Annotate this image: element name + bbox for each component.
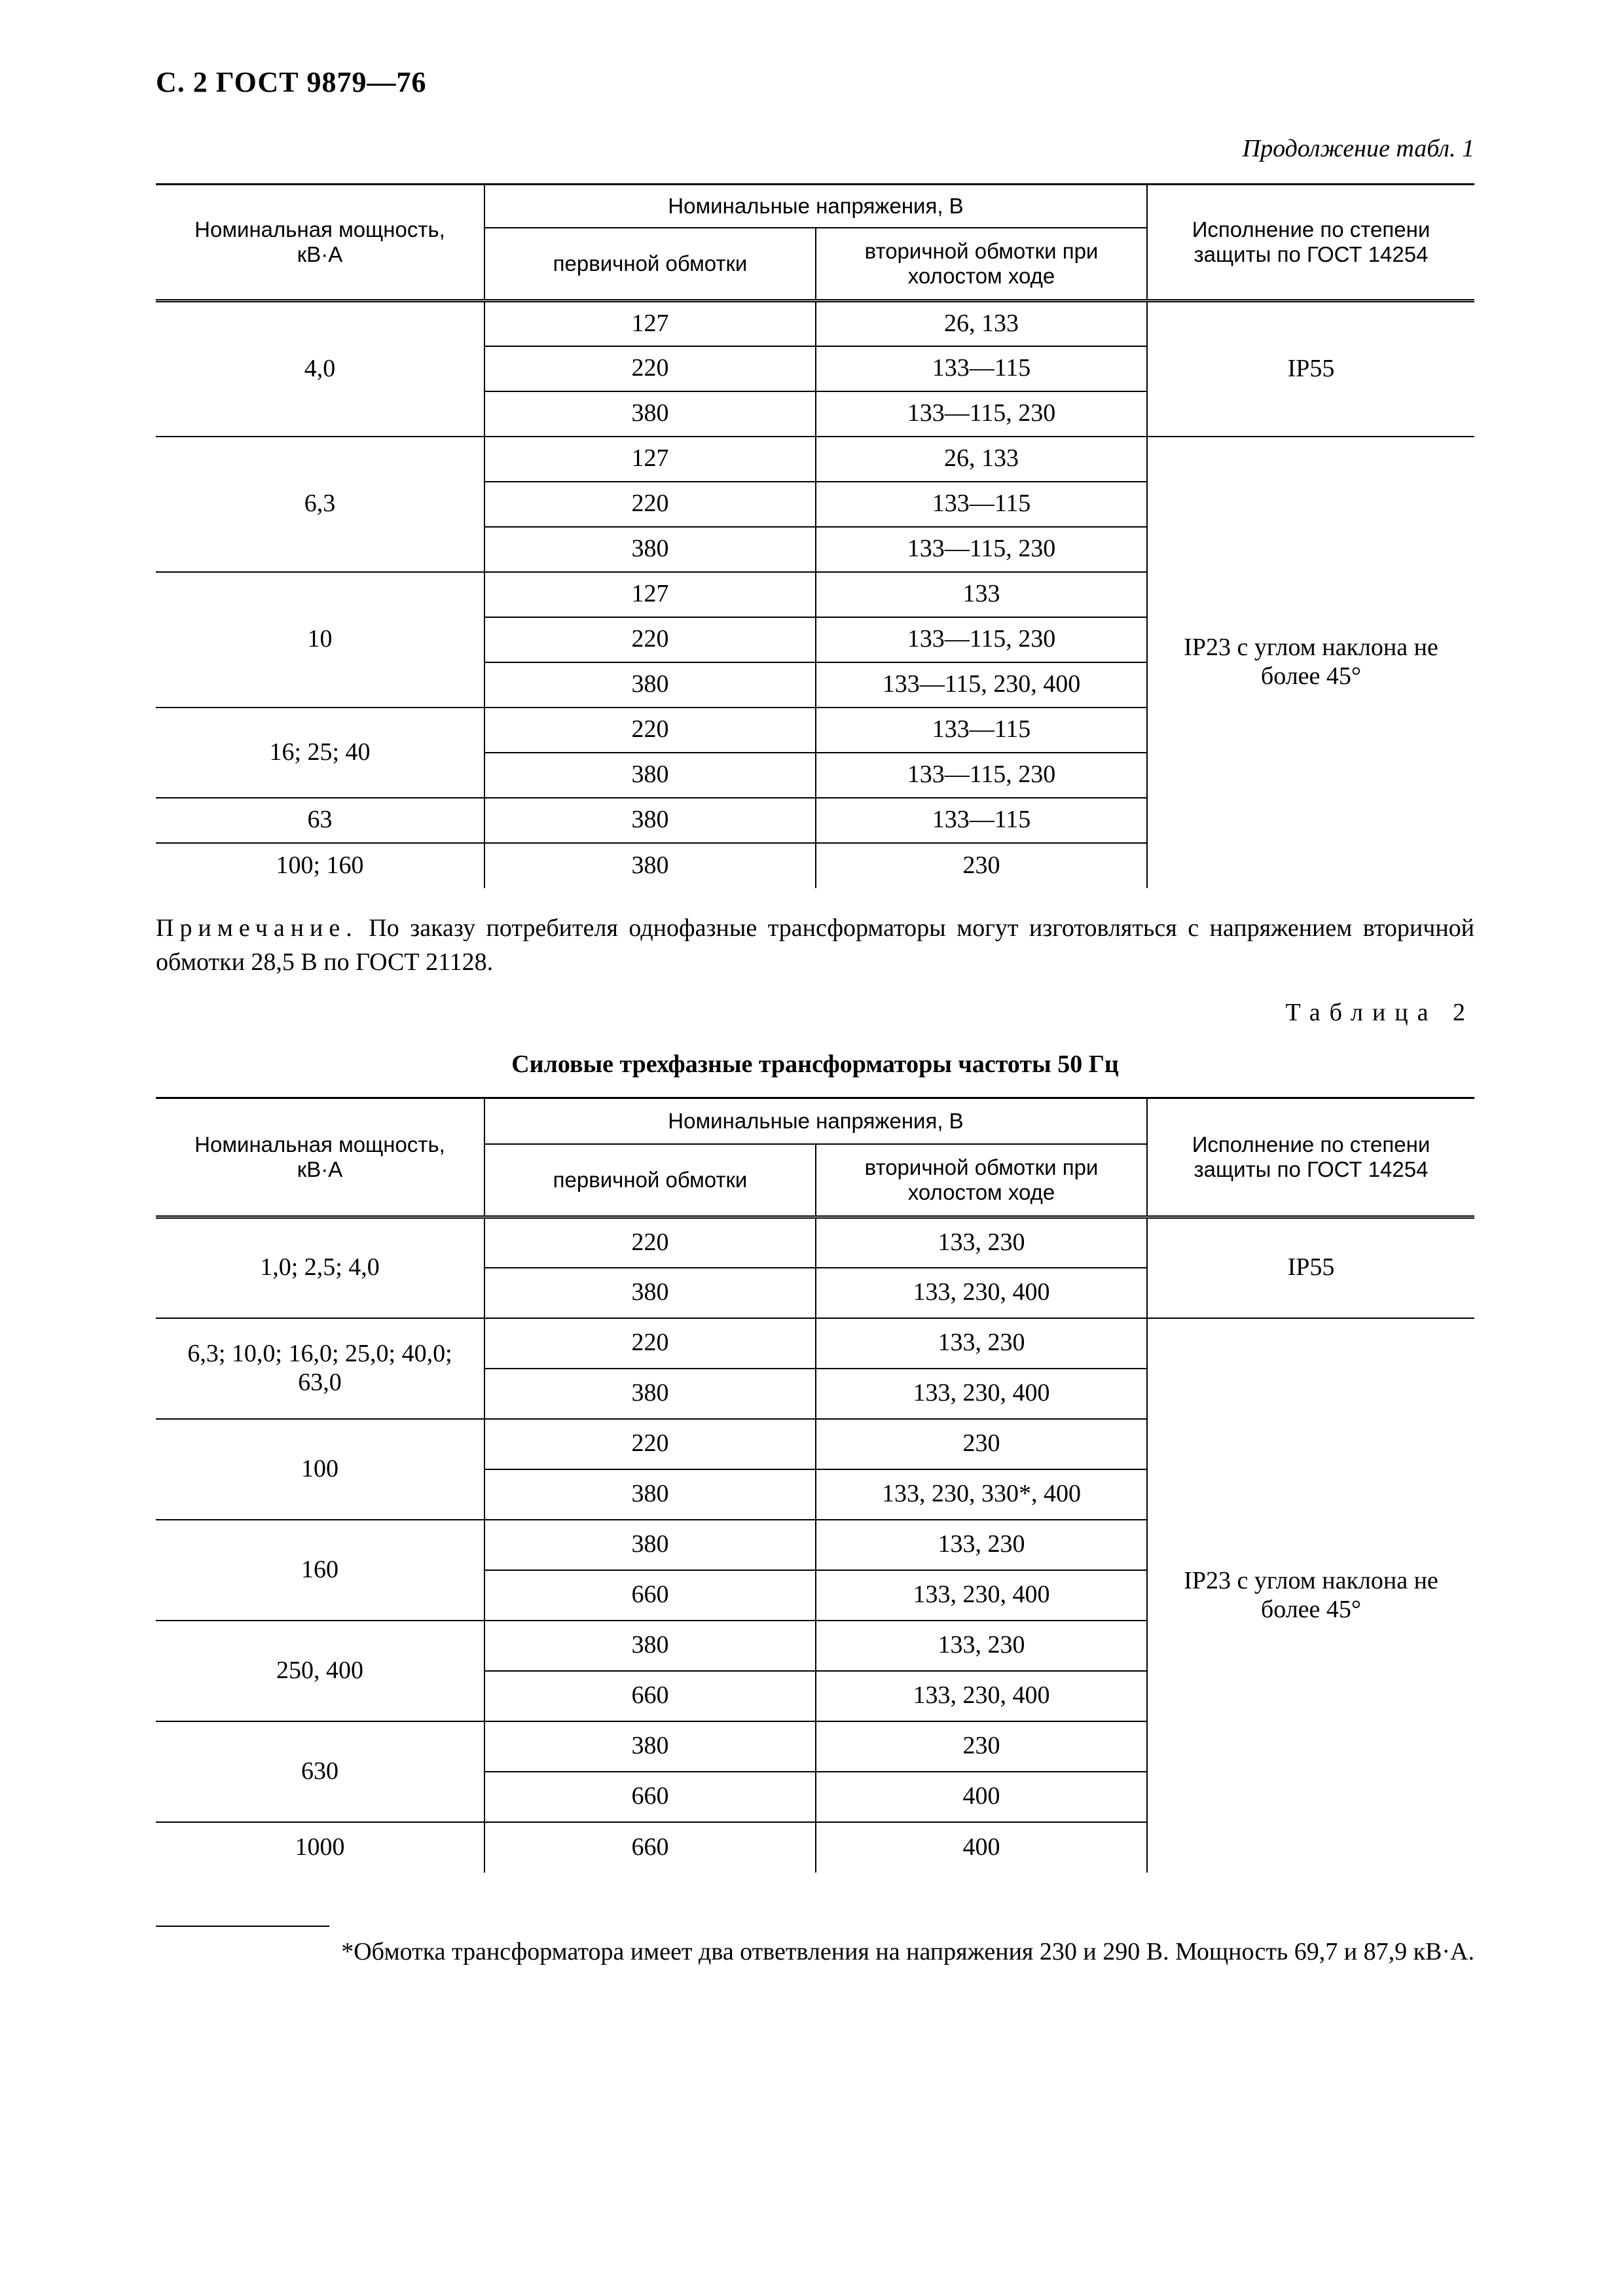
cell-secondary: 133, 230, 330*, 400 <box>816 1469 1147 1520</box>
cell-primary: 380 <box>484 843 816 888</box>
cell-secondary: 133, 230, 400 <box>816 1369 1147 1419</box>
cell-secondary: 133—115 <box>816 482 1147 527</box>
table-2-title: Силовые трехфазные трансформаторы частоты 50 Гц <box>511 1050 1119 1078</box>
cell-primary: 380 <box>484 1520 816 1570</box>
cell-secondary: 133—115, 230 <box>816 753 1147 798</box>
cell-primary: 220 <box>484 1217 816 1268</box>
footnote: *Обмотка трансформатора имеет два ответвления на напряжения 230 и 290 В. Мощность 69,7 и 87,9 кВ·А. <box>341 1938 1474 1965</box>
cell-secondary: 26, 133 <box>816 301 1147 346</box>
cell-secondary: 133—115 <box>816 708 1147 753</box>
note-text: По заказу потребителя однофазные трансформаторы могут изготовляться с напряжением вторичной обмотки 28,5 В по ГОСТ 21128. <box>156 914 1475 976</box>
cell-secondary: 133—115, 230 <box>816 527 1147 572</box>
header-protection: Исполнение по степени защиты по ГОСТ 14254 <box>1147 1098 1474 1217</box>
cell-power: 160 <box>156 1520 484 1621</box>
table-2 <box>156 1097 1474 1873</box>
cell-primary: 127 <box>484 437 816 482</box>
cell-primary: 127 <box>484 301 816 346</box>
cell-secondary: 400 <box>816 1822 1147 1873</box>
cell-primary: 380 <box>484 1721 816 1772</box>
cell-power: 630 <box>156 1721 484 1822</box>
cell-power: 10 <box>156 572 484 708</box>
cell-power: 6,3; 10,0; 16,0; 25,0; 40,0; 63,0 <box>156 1318 484 1419</box>
cell-secondary: 26, 133 <box>816 437 1147 482</box>
header-power: Номинальная мощность, кВ·А <box>156 1098 484 1217</box>
table-2-body <box>156 1217 1474 1873</box>
cell-secondary: 133—115, 230, 400 <box>816 662 1147 708</box>
header-voltages: Номинальные напряжения, В <box>484 1098 1147 1144</box>
header-primary: первичной обмотки <box>484 228 816 301</box>
cell-secondary: 400 <box>816 1772 1147 1822</box>
header-secondary: вторичной обмотки при холостом ходе <box>816 1144 1147 1217</box>
cell-power: 4,0 <box>304 354 336 382</box>
cell-protection: IP23 с углом наклона не более 45° <box>1147 437 1474 888</box>
cell-power: 100 <box>156 1419 484 1520</box>
cell-secondary: 133, 230 <box>816 1217 1147 1268</box>
cell-primary: 660 <box>484 1570 816 1621</box>
cell-primary: 380 <box>484 662 816 708</box>
cell-secondary: 133, 230, 400 <box>816 1671 1147 1721</box>
note <box>156 911 1474 979</box>
table-2-number: Таблица 2 <box>1285 999 1474 1026</box>
cell-secondary: 230 <box>816 843 1147 888</box>
header-primary: первичной обмотки <box>484 1144 816 1217</box>
cell-primary: 127 <box>484 572 816 617</box>
cell-secondary: 133—115, 230 <box>816 391 1147 437</box>
cell-secondary: 133, 230, 400 <box>816 1268 1147 1318</box>
table-row <box>156 301 1474 346</box>
table-row <box>156 437 1474 482</box>
cell-primary: 220 <box>484 1318 816 1369</box>
header-secondary: вторичной обмотки при холостом ходе <box>816 228 1147 301</box>
header-power: Номинальная мощность, кВ·А <box>156 185 484 301</box>
cell-power: 1,0; 2,5; 4,0 <box>260 1253 380 1282</box>
cell-secondary: 133, 230 <box>816 1621 1147 1671</box>
table-row <box>156 1217 1474 1268</box>
cell-primary: 220 <box>484 708 816 753</box>
cell-secondary: 133 <box>816 572 1147 617</box>
cell-primary: 220 <box>484 1419 816 1469</box>
cell-protection: IP55 <box>1147 301 1474 437</box>
cell-primary: 220 <box>484 482 816 527</box>
cell-secondary: 133, 230 <box>816 1318 1147 1369</box>
cell-primary: 380 <box>484 391 816 437</box>
cell-primary: 380 <box>484 1369 816 1419</box>
cell-primary: 660 <box>484 1822 816 1873</box>
footnote-divider <box>156 1926 329 1927</box>
cell-primary: 380 <box>484 1268 816 1318</box>
table-1-body <box>156 301 1474 888</box>
cell-primary: 220 <box>484 617 816 662</box>
cell-power: 1000 <box>156 1822 484 1873</box>
header-protection: Исполнение по степени защиты по ГОСТ 14254 <box>1147 185 1474 301</box>
cell-primary: 660 <box>484 1671 816 1721</box>
cell-primary: 380 <box>484 753 816 798</box>
cell-primary: 380 <box>484 1469 816 1520</box>
continuation-label: Продолжение табл. 1 <box>1242 135 1474 162</box>
cell-secondary: 230 <box>816 1419 1147 1469</box>
cell-power: 6,3 <box>156 437 484 572</box>
cell-primary: 380 <box>484 798 816 843</box>
page-header: С. 2 ГОСТ 9879—76 <box>156 66 427 98</box>
table-row <box>156 1318 1474 1369</box>
cell-secondary: 133, 230, 400 <box>816 1570 1147 1621</box>
cell-power: 63 <box>156 798 484 843</box>
note-label: Примечание. <box>156 914 358 942</box>
cell-power: 100; 160 <box>156 843 484 888</box>
cell-secondary: 133—115, 230 <box>816 617 1147 662</box>
cell-primary: 380 <box>484 527 816 572</box>
header-voltages: Номинальные напряжения, В <box>484 185 1147 228</box>
cell-power: 250, 400 <box>156 1621 484 1721</box>
cell-protection: IP55 <box>1147 1217 1474 1318</box>
cell-primary: 220 <box>484 346 816 391</box>
cell-secondary: 133—115 <box>816 346 1147 391</box>
table-1 <box>156 183 1474 888</box>
cell-primary: 660 <box>484 1772 816 1822</box>
cell-secondary: 230 <box>816 1721 1147 1772</box>
cell-protection: IP23 с углом наклона не более 45° <box>1147 1318 1474 1873</box>
cell-secondary: 133—115 <box>816 798 1147 843</box>
cell-secondary: 133, 230 <box>816 1520 1147 1570</box>
cell-primary: 380 <box>484 1621 816 1671</box>
cell-power: 16; 25; 40 <box>156 708 484 798</box>
